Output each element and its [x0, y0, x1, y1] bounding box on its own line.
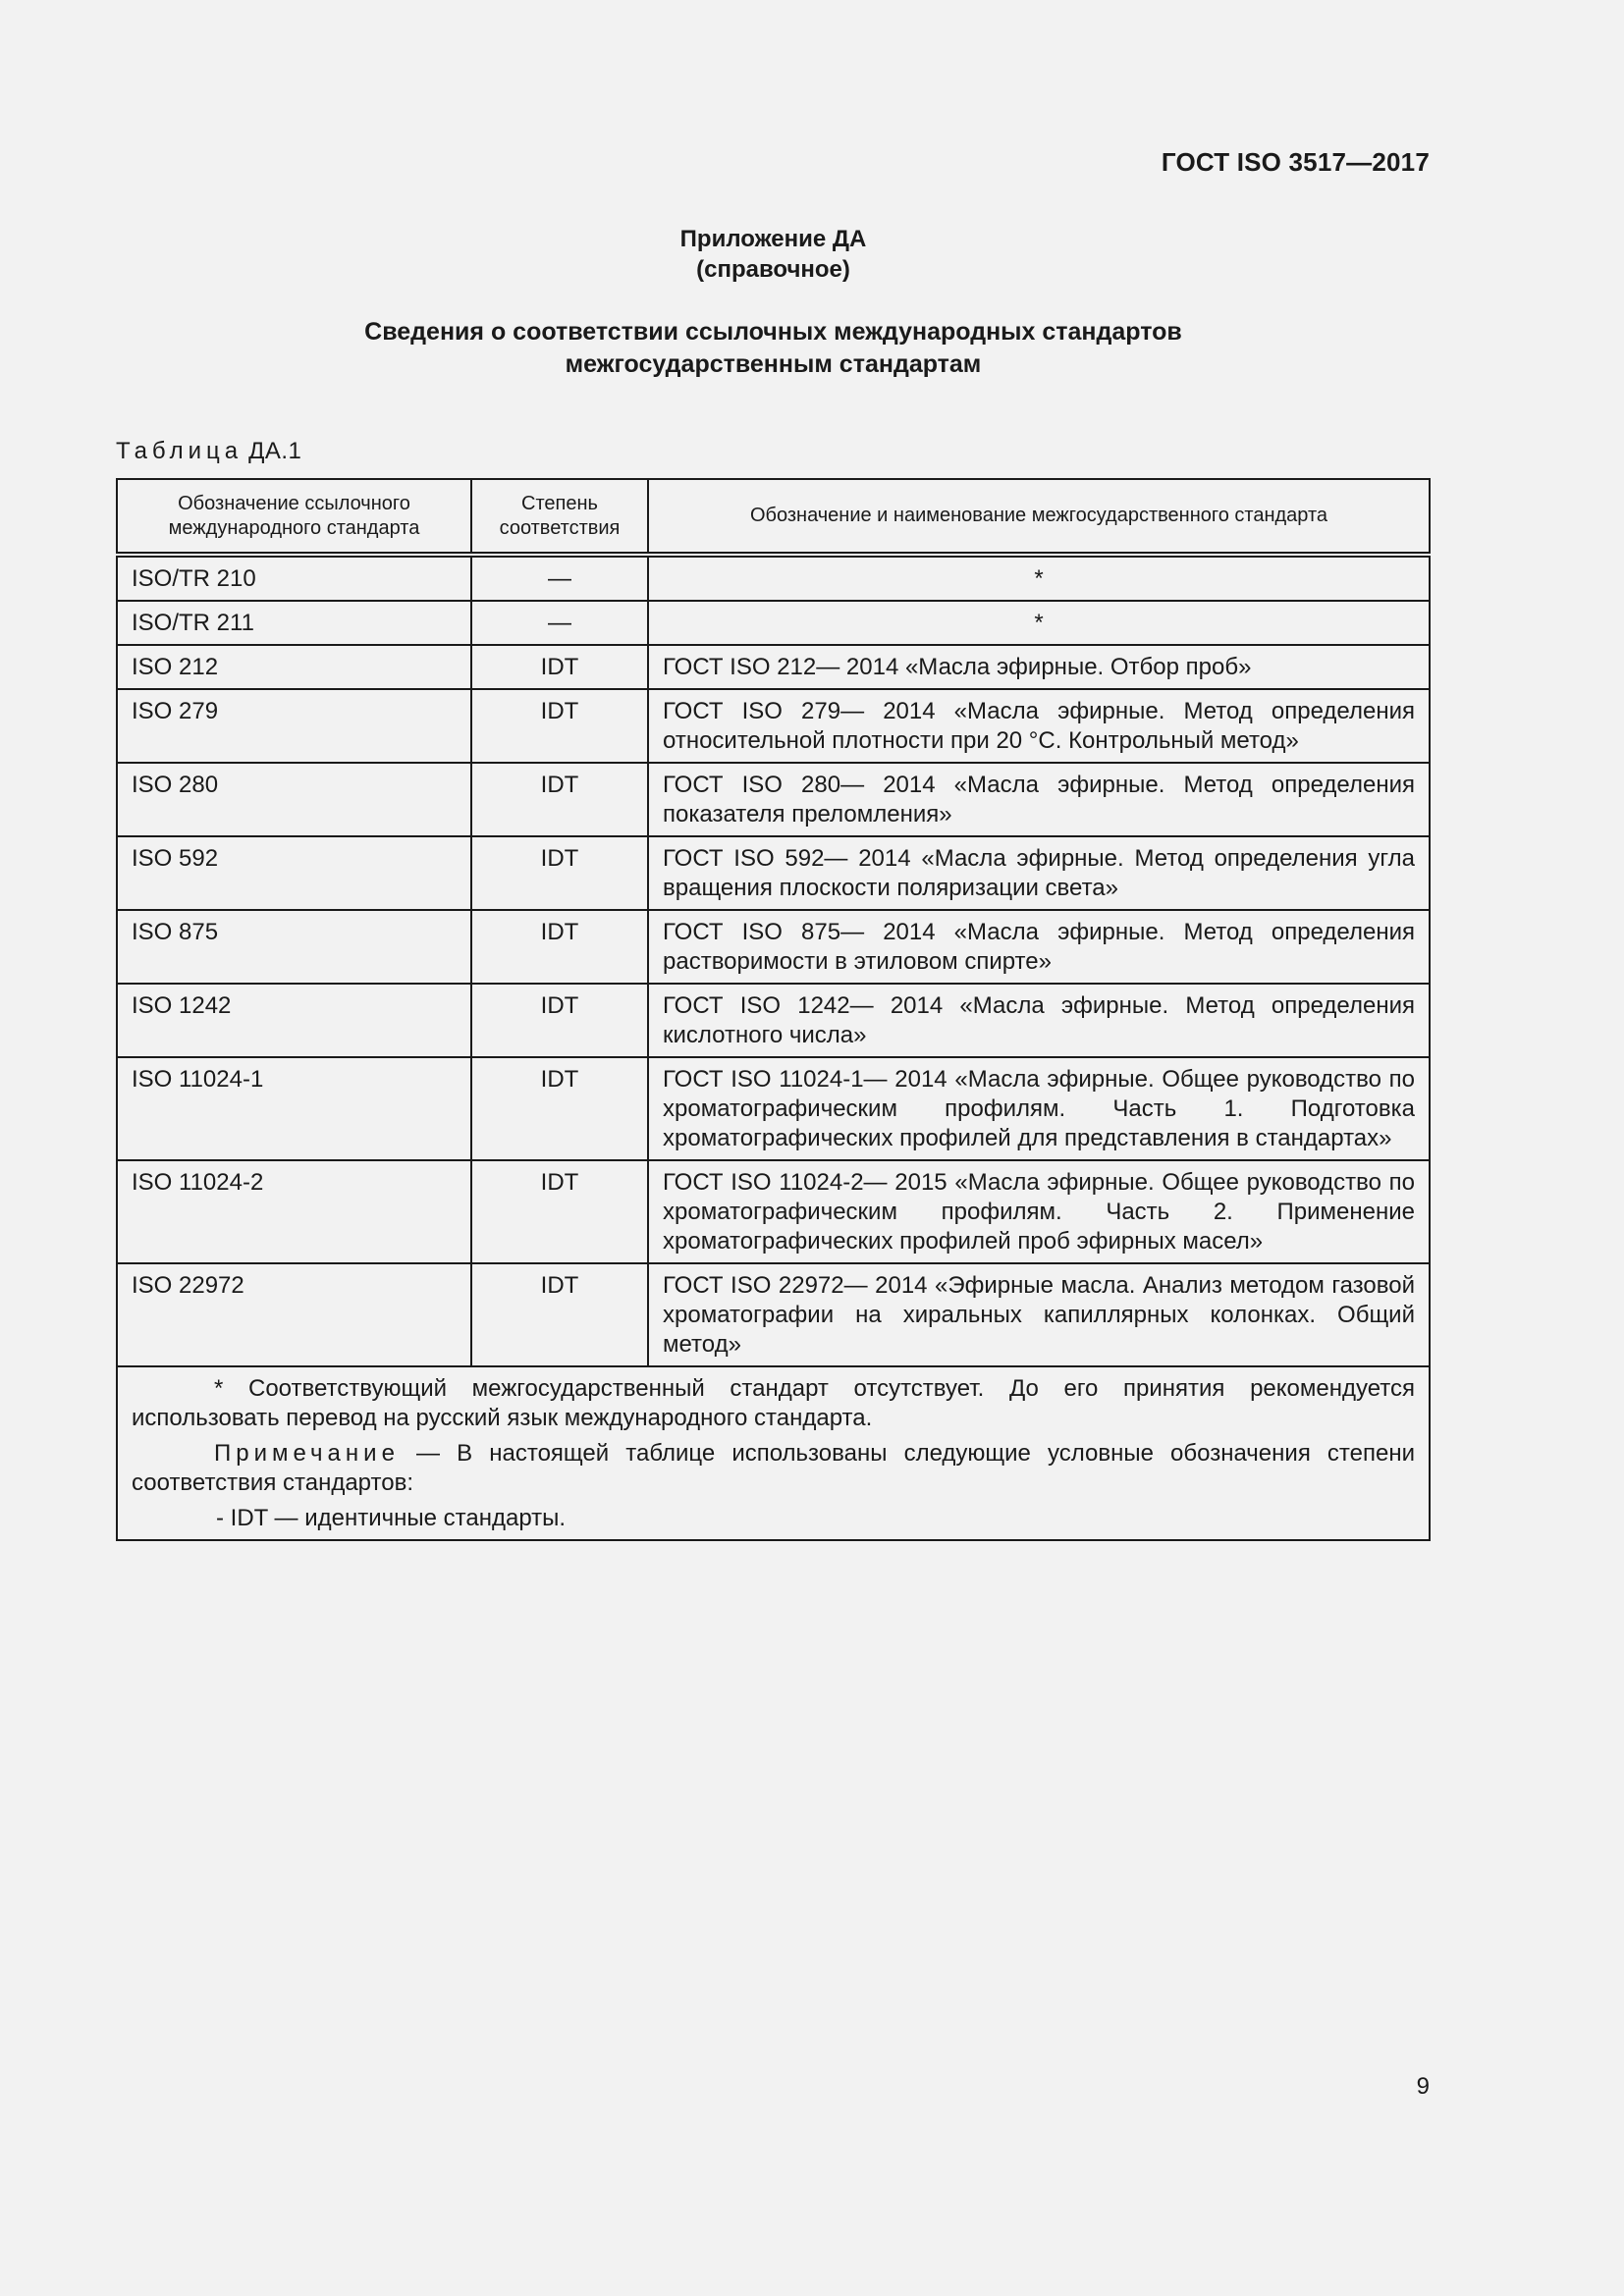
cell-name: *	[648, 555, 1430, 601]
document-code: ГОСТ ISO 3517—2017	[1161, 147, 1430, 177]
note-text: — В настоящей таблице использованы следующие условные обозначения степени соответствия стандартов:	[132, 1440, 1415, 1496]
header-degree: Степень соответствия	[471, 479, 648, 555]
cell-name: ГОСТ ISO 1242— 2014 «Масла эфирные. Метод определения кислотного числа»	[648, 984, 1430, 1057]
table-caption	[116, 438, 301, 465]
table-header-row	[117, 479, 1430, 555]
cell-name: ГОСТ ISO 11024-1— 2014 «Масла эфирные. Общее руководство по хроматографическим профилям. Часть 1. Подготовка хроматографических профилей для представления в стандартах»	[648, 1057, 1430, 1160]
cell-ref: ISO 22972	[117, 1263, 471, 1366]
cell-ref: ISO 592	[117, 836, 471, 910]
table-row	[117, 555, 1430, 601]
cell-ref: ISO 279	[117, 689, 471, 763]
cell-name: ГОСТ ISO 212— 2014 «Масла эфирные. Отбор проб»	[648, 645, 1430, 689]
cell-ref: ISO 280	[117, 763, 471, 836]
appendix-heading	[0, 224, 1546, 285]
cell-degree: IDT	[471, 1160, 648, 1263]
cell-degree: IDT	[471, 645, 648, 689]
cell-name: ГОСТ ISO 875— 2014 «Масла эфирные. Метод определения растворимости в этиловом спирте»	[648, 910, 1430, 984]
section-title	[0, 316, 1546, 381]
header-ref-standard: Обозначение ссылочного международного стандарта	[117, 479, 471, 555]
cell-name: ГОСТ ISO 592— 2014 «Масла эфирные. Метод определения угла вращения плоскости поляризации света»	[648, 836, 1430, 910]
table-row	[117, 763, 1430, 836]
note-list-item: - IDT — идентичные стандарты.	[216, 1505, 567, 1531]
table-row	[117, 910, 1430, 984]
table-caption-number: ДА.1	[248, 438, 302, 464]
standards-table	[116, 478, 1431, 1541]
footnote: * Соответствующий межгосударственный стандарт отсутствует. До его принятия рекомендуется использовать перевод на русский язык международного стандарта.	[132, 1375, 1415, 1431]
table-row	[117, 836, 1430, 910]
table-row	[117, 1263, 1430, 1366]
cell-degree: IDT	[471, 689, 648, 763]
cell-degree: IDT	[471, 763, 648, 836]
note	[132, 1439, 1415, 1498]
page-number: 9	[1416, 2073, 1430, 2100]
cell-ref: ISO/TR 211	[117, 601, 471, 645]
cell-ref: ISO 11024-1	[117, 1057, 471, 1160]
cell-name: *	[648, 601, 1430, 645]
table-caption-word: Таблица	[116, 438, 244, 464]
cell-name: ГОСТ ISO 11024-2— 2015 «Масла эфирные. Общее руководство по хроматографическим профилям. Часть 2. Применение хроматографических профилей проб эфирных масел»	[648, 1160, 1430, 1263]
cell-degree: IDT	[471, 1263, 648, 1366]
table-row	[117, 689, 1430, 763]
cell-degree: —	[471, 555, 648, 601]
cell-name: ГОСТ ISO 279— 2014 «Масла эфирные. Метод определения относительной плотности при 20 °С. Контрольный метод»	[648, 689, 1430, 763]
appendix-title: Приложение ДА	[679, 226, 867, 252]
cell-ref: ISO 1242	[117, 984, 471, 1057]
table-notes	[117, 1366, 1430, 1540]
cell-ref: ISO 875	[117, 910, 471, 984]
table-row	[117, 601, 1430, 645]
header-interstate-standard: Обозначение и наименование межгосударственного стандарта	[648, 479, 1430, 555]
section-title-line-2: межгосударственным стандартам	[565, 350, 982, 378]
cell-degree: —	[471, 601, 648, 645]
cell-degree: IDT	[471, 836, 648, 910]
table-row	[117, 1057, 1430, 1160]
cell-degree: IDT	[471, 984, 648, 1057]
table-row	[117, 645, 1430, 689]
note-label: Примечание	[214, 1440, 400, 1467]
cell-ref: ISO 212	[117, 645, 471, 689]
cell-name: ГОСТ ISO 22972— 2014 «Эфирные масла. Анализ методом газовой хроматографии на хиральных капиллярных колонках. Общий метод»	[648, 1263, 1430, 1366]
table-row	[117, 984, 1430, 1057]
table-row	[117, 1160, 1430, 1263]
appendix-subtitle: (справочное)	[696, 256, 850, 283]
cell-ref: ISO 11024-2	[117, 1160, 471, 1263]
cell-name: ГОСТ ISO 280— 2014 «Масла эфирные. Метод определения показателя преломления»	[648, 763, 1430, 836]
section-title-line-1: Сведения о соответствии ссылочных международных стандартов	[364, 318, 1182, 346]
cell-ref: ISO/TR 210	[117, 555, 471, 601]
table-notes-row	[117, 1366, 1430, 1540]
cell-degree: IDT	[471, 1057, 648, 1160]
cell-degree: IDT	[471, 910, 648, 984]
